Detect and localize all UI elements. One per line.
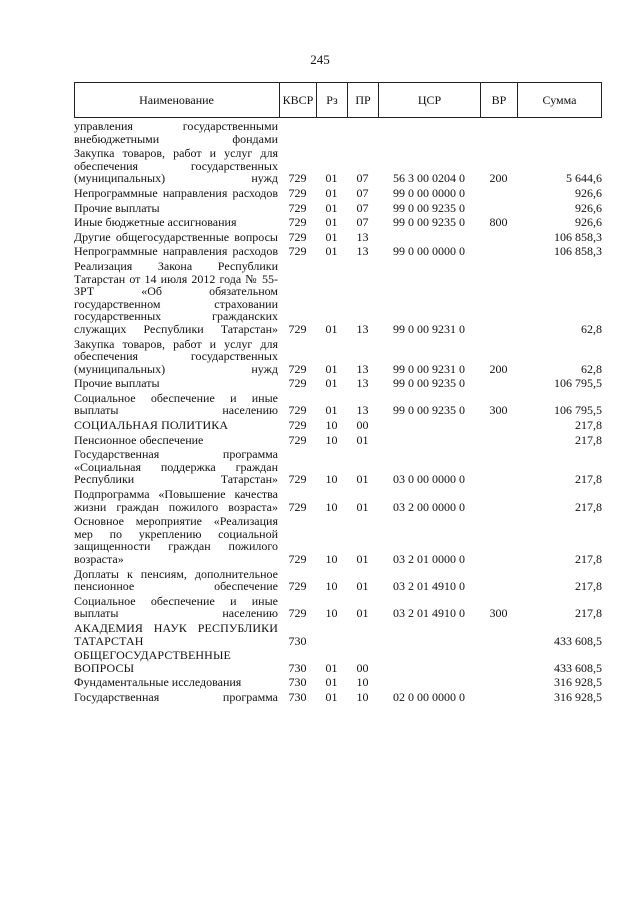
cell-name: Прочие выплаты	[74, 376, 160, 391]
cell-rz: 01	[325, 215, 338, 230]
cell-rz: 10	[325, 432, 338, 447]
cell-sum: 217,8	[575, 552, 602, 566]
cell-rz: 10	[325, 606, 338, 621]
cell-sum: 316 928,5	[554, 675, 602, 690]
column-header-vr: ВР	[480, 83, 517, 117]
cell-vr: 200	[489, 171, 508, 186]
cell-pr: 13	[356, 403, 369, 418]
table-row	[74, 231, 602, 244]
cell-name: ОБЩЕГОСУДАРСТВЕННЫЕ ВОПРОСЫ	[74, 648, 231, 675]
table-row	[74, 434, 602, 447]
cell-name: Реализация Закона Республики Татарстан от 14 июля 2012 года № 55-ЗРТ «Об обязательном государственном страховании государственных гражданских служащих Республики Татарстан»	[74, 258, 278, 336]
cell-kvsr: 729	[288, 606, 307, 621]
cell-sum: 217,8	[575, 606, 602, 621]
cell-csr: 99 0 00 0000 0	[393, 244, 465, 259]
cell-kvsr: 729	[288, 200, 307, 215]
cell-csr: 03 0 00 0000 0	[393, 472, 465, 487]
cell-pr: 01	[356, 552, 369, 566]
cell-kvsr: 729	[288, 403, 307, 418]
cell-csr: 02 0 00 0000 0	[393, 689, 465, 704]
cell-sum: 5 644,6	[566, 171, 602, 186]
table-row	[74, 260, 602, 336]
cell-pr: 07	[356, 215, 369, 230]
cell-sum: 62,8	[581, 361, 602, 376]
cell-csr: 99 0 00 0000 0	[393, 185, 465, 200]
cell-csr: 99 0 00 9231 0	[393, 321, 465, 336]
cell-name: Другие общегосударственные вопросы	[74, 229, 278, 244]
column-header-pr: ПР	[347, 83, 378, 117]
cell-pr: 13	[356, 376, 369, 391]
cell-rz: 01	[325, 321, 338, 336]
cell-pr: 13	[356, 229, 369, 244]
cell-sum: 62,8	[581, 321, 602, 336]
column-header-sum: Сумма	[517, 83, 601, 117]
cell-rz: 01	[325, 660, 338, 675]
cell-kvsr: 729	[288, 472, 307, 487]
column-header-csr: ЦСР	[378, 83, 480, 117]
cell-pr: 13	[356, 321, 369, 336]
cell-sum: 106 858,3	[554, 229, 602, 244]
cell-kvsr: 729	[288, 185, 307, 200]
cell-kvsr: 729	[288, 215, 307, 230]
table-row	[74, 245, 602, 258]
cell-sum: 217,8	[575, 499, 602, 514]
table-row	[74, 448, 602, 486]
cell-csr: 56 3 00 0204 0	[393, 171, 465, 186]
table-row	[74, 120, 602, 145]
table-row	[74, 595, 602, 620]
cell-rz: 10	[325, 499, 338, 514]
cell-kvsr: 730	[288, 689, 307, 704]
cell-csr: 99 0 00 9235 0	[393, 376, 465, 391]
cell-kvsr: 729	[288, 361, 307, 376]
cell-csr: 99 0 00 9235 0	[393, 403, 465, 418]
column-header-name: Наименование	[139, 92, 214, 107]
cell-pr: 10	[356, 675, 369, 690]
cell-sum: 926,6	[575, 215, 602, 230]
table-row	[74, 187, 602, 200]
cell-csr: 03 2 01 4910 0	[393, 606, 465, 621]
cell-sum: 926,6	[575, 185, 602, 200]
budget-table	[74, 82, 602, 704]
cell-csr: 99 0 00 9231 0	[393, 361, 465, 376]
cell-kvsr: 730	[288, 660, 307, 675]
cell-rz: 01	[325, 361, 338, 376]
cell-csr: 99 0 00 9235 0	[393, 200, 465, 215]
cell-name: АКАДЕМИЯ НАУК РЕСПУБЛИКИ ТАТАРСТАН	[74, 620, 278, 648]
cell-sum: 217,8	[575, 579, 602, 594]
cell-pr: 07	[356, 171, 369, 186]
cell-csr: 99 0 00 9235 0	[393, 215, 465, 230]
cell-rz: 10	[325, 579, 338, 594]
cell-pr: 01	[356, 579, 369, 594]
cell-sum: 316 928,5	[554, 689, 602, 704]
table-row	[74, 691, 602, 704]
cell-kvsr: 729	[288, 171, 307, 186]
cell-pr: 10	[356, 689, 369, 704]
table-row	[74, 202, 602, 215]
table-row	[74, 488, 602, 513]
cell-pr: 13	[356, 361, 369, 376]
cell-pr: 00	[356, 660, 369, 675]
cell-kvsr: 729	[288, 376, 307, 391]
cell-sum: 926,6	[575, 200, 602, 215]
cell-csr: 03 2 01 0000 0	[393, 552, 465, 566]
cell-name: Пенсионное обеспечение	[74, 432, 204, 447]
cell-sum: 217,8	[575, 432, 602, 447]
table-row	[74, 377, 602, 390]
cell-name: СОЦИАЛЬНАЯ ПОЛИТИКА	[74, 418, 229, 433]
cell-pr: 01	[356, 606, 369, 621]
cell-rz: 01	[325, 200, 338, 215]
table-row	[74, 216, 602, 229]
cell-rz: 10	[325, 418, 338, 433]
cell-kvsr: 729	[288, 579, 307, 594]
cell-vr: 200	[489, 361, 508, 376]
cell-pr: 07	[356, 185, 369, 200]
cell-sum: 106 795,5	[554, 403, 602, 418]
table-row	[74, 147, 602, 185]
cell-pr: 01	[356, 432, 369, 447]
table-row	[74, 649, 602, 674]
cell-name: Иные бюджетные ассигнования	[74, 215, 237, 230]
cell-rz: 10	[325, 472, 338, 487]
table-row	[74, 676, 602, 689]
cell-name: Доплаты к пенсиям, дополнительное пенсионное обеспечение	[74, 566, 278, 594]
cell-kvsr: 729	[288, 244, 307, 259]
cell-name: Социальное обеспечение и иные выплаты населению	[74, 593, 278, 621]
cell-name: Закупка товаров, работ и услуг для обеспечения государственных (муниципальных) нужд	[74, 146, 278, 186]
page-number: 245	[310, 52, 330, 67]
cell-name: Государственная программа «Социальная поддержка граждан Республики Татарстан»	[74, 447, 278, 487]
cell-rz: 01	[325, 689, 338, 704]
cell-kvsr: 729	[288, 229, 307, 244]
cell-vr: 800	[489, 215, 508, 230]
cell-name: Прочие выплаты	[74, 200, 160, 215]
cell-kvsr: 729	[288, 321, 307, 336]
cell-name: Основное мероприятие «Реализация мер по укреплению социальной защищенности граждан пожилого возраста»	[74, 514, 278, 566]
cell-name: Непрограммные направления расходов	[74, 244, 278, 259]
cell-pr: 00	[356, 418, 369, 433]
table-header	[74, 82, 602, 118]
cell-vr: 300	[489, 606, 508, 621]
cell-rz: 01	[325, 185, 338, 200]
cell-sum: 106 858,3	[554, 244, 602, 259]
cell-kvsr: 729	[288, 499, 307, 514]
cell-pr: 07	[356, 200, 369, 215]
cell-kvsr: 729	[288, 432, 307, 447]
cell-kvsr: 729	[288, 418, 307, 433]
cell-rz: 01	[325, 244, 338, 259]
cell-sum: 433 608,5	[554, 660, 602, 675]
table-body	[74, 120, 602, 704]
cell-rz: 10	[325, 552, 338, 566]
cell-pr: 01	[356, 472, 369, 487]
cell-name: Государственная программа	[74, 689, 278, 704]
cell-rz: 01	[325, 675, 338, 690]
cell-pr: 01	[356, 499, 369, 514]
cell-sum: 433 608,5	[554, 633, 602, 648]
cell-kvsr: 730	[288, 675, 307, 690]
cell-sum: 106 795,5	[554, 376, 602, 391]
cell-name: Закупка товаров, работ и услуг для обеспечения государственных (муниципальных) нужд	[74, 336, 278, 376]
column-header-rz: Рз	[316, 83, 347, 117]
cell-pr: 13	[356, 244, 369, 259]
cell-kvsr: 730	[288, 633, 307, 648]
cell-sum: 217,8	[575, 472, 602, 487]
cell-csr: 03 2 01 4910 0	[393, 579, 465, 594]
column-header-kvsr: КВСР	[279, 83, 316, 117]
cell-rz: 01	[325, 229, 338, 244]
cell-name: Непрограммные направления расходов	[74, 185, 278, 200]
cell-vr: 300	[489, 403, 508, 418]
cell-name: Фундаментальные исследования	[74, 675, 242, 690]
cell-name: Социальное обеспечение и иные выплаты населению	[74, 390, 278, 418]
cell-sum: 217,8	[575, 418, 602, 433]
table-row	[74, 568, 602, 593]
cell-name: управления государственными внебюджетными фондами	[74, 119, 278, 146]
table-row	[74, 515, 602, 565]
cell-kvsr: 729	[288, 552, 307, 566]
cell-rz: 01	[325, 403, 338, 418]
cell-csr: 03 2 00 0000 0	[393, 499, 465, 514]
table-row	[74, 338, 602, 376]
cell-name: Подпрограмма «Повышение качества жизни граждан пожилого возраста»	[74, 487, 278, 514]
table-row	[74, 392, 602, 417]
cell-rz: 01	[325, 171, 338, 186]
cell-rz: 01	[325, 376, 338, 391]
table-row	[74, 622, 602, 647]
table-row	[74, 419, 602, 432]
